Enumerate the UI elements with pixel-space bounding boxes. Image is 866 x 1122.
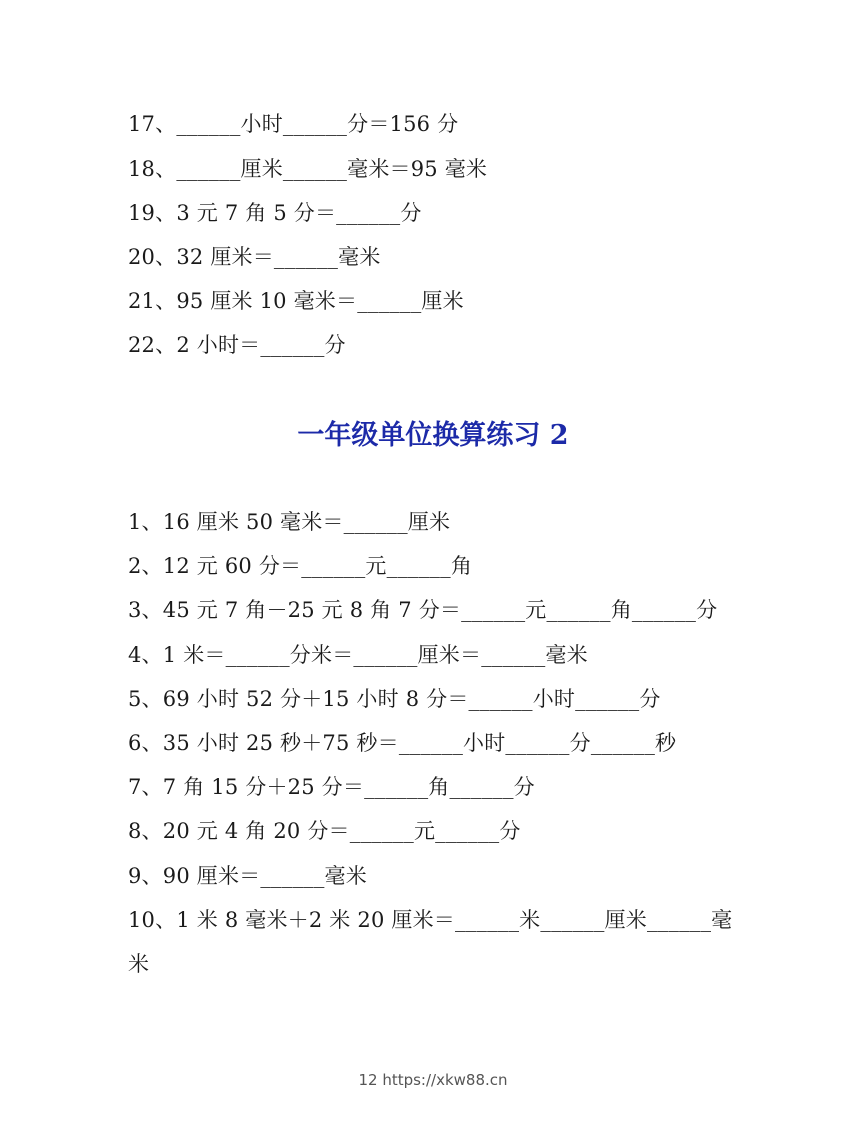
question-1: 1、16 厘米 50 毫米＝______厘米 [128, 510, 451, 534]
question-5: 5、69 小时 52 分＋15 小时 8 分＝______小时______分 [128, 687, 661, 711]
question-7: 7、7 角 15 分＋25 分＝______角______分 [128, 775, 535, 799]
question-22: 22、2 小时＝______分 [128, 333, 346, 357]
question-9: 9、90 厘米＝______毫米 [128, 864, 367, 888]
question-20: 20、32 厘米＝______毫米 [128, 245, 381, 269]
question-6: 6、35 小时 25 秒＋75 秒＝______小时______分______秒 [128, 731, 677, 755]
question-8: 8、20 元 4 角 20 分＝______元______分 [128, 819, 521, 843]
question-2: 2、12 元 60 分＝______元______角 [128, 554, 473, 578]
question-18: 18、______厘米______毫米＝95 毫米 [128, 157, 488, 181]
question-10: 10、1 米 8 毫米＋2 米 20 厘米＝______米______厘米______毫米 [128, 908, 733, 976]
question-21: 21、95 厘米 10 毫米＝______厘米 [128, 289, 464, 313]
question-3: 3、45 元 7 角－25 元 8 角 7 分＝______元______角______分 [128, 598, 718, 622]
section-title: 一年级单位换算练习 2 [297, 420, 569, 451]
question-19: 19、3 元 7 角 5 分＝______分 [128, 201, 422, 225]
question-17: 17、______小时______分＝156 分 [128, 112, 459, 136]
question-4: 4、1 米＝______分米＝______厘米＝______毫米 [128, 643, 588, 667]
page-footer: 12 https://xkw88.cn [358, 1071, 508, 1089]
